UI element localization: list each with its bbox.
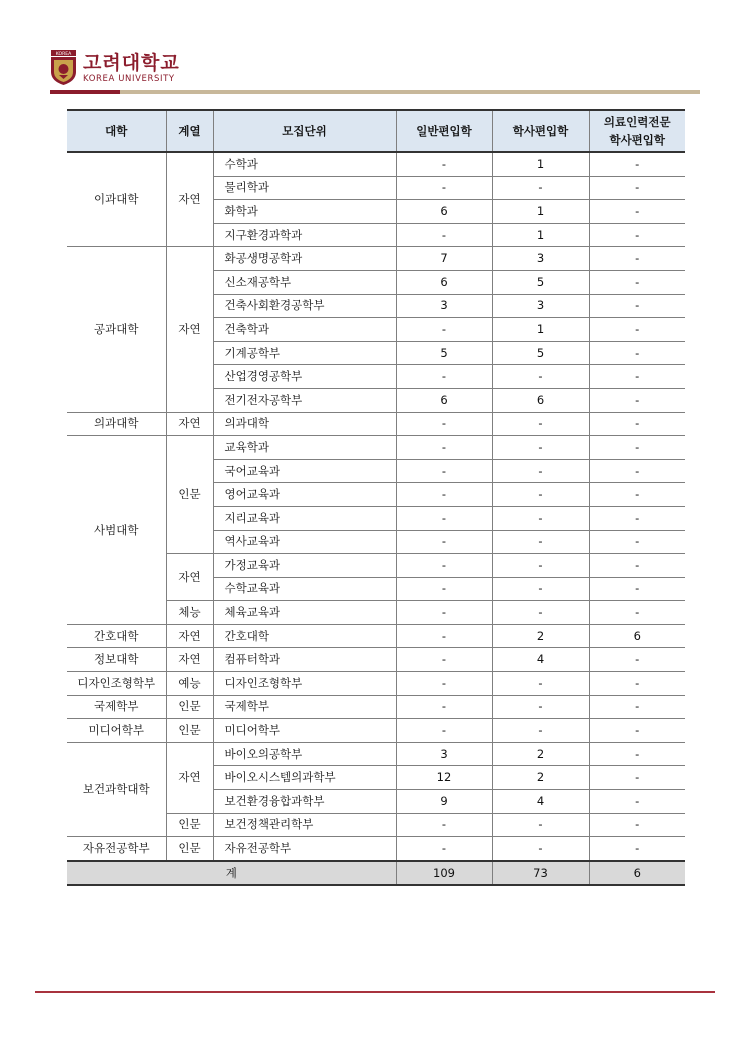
college-cell: 정보대학: [67, 648, 166, 672]
general-cell: -: [396, 837, 492, 861]
medical-cell: -: [589, 672, 685, 696]
medical-cell: -: [589, 601, 685, 625]
bachelor-cell: -: [492, 554, 589, 578]
table-row: [67, 672, 685, 696]
general-cell: -: [396, 152, 492, 176]
general-cell: 6: [396, 270, 492, 294]
bachelor-cell: 4: [492, 790, 589, 814]
bachelor-cell: -: [492, 601, 589, 625]
track-cell: 자연: [166, 648, 213, 672]
general-cell: 6: [396, 388, 492, 412]
medical-cell: -: [589, 200, 685, 224]
medical-cell: -: [589, 837, 685, 861]
track-cell: 인문: [166, 719, 213, 743]
general-cell: -: [396, 813, 492, 837]
general-cell: -: [396, 719, 492, 743]
medical-cell: 6: [589, 624, 685, 648]
medical-cell: -: [589, 318, 685, 342]
total-medical: 6: [589, 861, 685, 886]
bachelor-cell: 2: [492, 742, 589, 766]
unit-cell: 보건환경융합과학부: [213, 790, 396, 814]
track-cell: 인문: [166, 695, 213, 719]
bachelor-cell: -: [492, 459, 589, 483]
bachelor-cell: 2: [492, 624, 589, 648]
general-cell: -: [396, 624, 492, 648]
unit-cell: 디자인조형학부: [213, 672, 396, 696]
medical-cell: -: [589, 223, 685, 247]
table-row: [67, 837, 685, 861]
general-cell: 7: [396, 247, 492, 271]
track-cell: 인문: [166, 436, 213, 554]
general-cell: -: [396, 554, 492, 578]
medical-cell: -: [589, 436, 685, 460]
track-cell: 자연: [166, 247, 213, 412]
header-divider-accent: [50, 90, 120, 94]
unit-cell: 건축학과: [213, 318, 396, 342]
general-cell: -: [396, 365, 492, 389]
track-cell: 자연: [166, 624, 213, 648]
medical-cell: -: [589, 813, 685, 837]
admission-quota-table: [67, 109, 685, 886]
bachelor-cell: 1: [492, 223, 589, 247]
unit-cell: 보건정책관리학부: [213, 813, 396, 837]
medical-cell: -: [589, 790, 685, 814]
medical-cell: -: [589, 247, 685, 271]
table-row: [67, 648, 685, 672]
bachelor-cell: 3: [492, 247, 589, 271]
header-divider: [50, 90, 700, 94]
logo-english-name: KOREA UNIVERSITY: [83, 73, 175, 84]
college-cell: 사범대학: [67, 436, 166, 625]
bachelor-cell: 3: [492, 294, 589, 318]
track-cell: 자연: [166, 412, 213, 436]
general-cell: -: [396, 672, 492, 696]
unit-cell: 국어교육과: [213, 459, 396, 483]
medical-cell: -: [589, 412, 685, 436]
table-row: [67, 624, 685, 648]
medical-cell: -: [589, 742, 685, 766]
bachelor-cell: 1: [492, 152, 589, 176]
general-cell: -: [396, 223, 492, 247]
general-cell: 3: [396, 294, 492, 318]
bachelor-cell: -: [492, 719, 589, 743]
col-header-unit: 모집단위: [213, 110, 396, 152]
table-row: [67, 436, 685, 460]
unit-cell: 건축사회환경공학부: [213, 294, 396, 318]
medical-cell: -: [589, 766, 685, 790]
unit-cell: 바이오시스템의과학부: [213, 766, 396, 790]
unit-cell: 신소재공학부: [213, 270, 396, 294]
bachelor-cell: -: [492, 672, 589, 696]
bachelor-cell: -: [492, 365, 589, 389]
table-header-row: [67, 110, 685, 152]
table-row: [67, 742, 685, 766]
unit-cell: 미디어학부: [213, 719, 396, 743]
general-cell: 3: [396, 742, 492, 766]
medical-cell: -: [589, 530, 685, 554]
unit-cell: 국제학부: [213, 695, 396, 719]
medical-cell: -: [589, 506, 685, 530]
col-header-college: 대학: [67, 110, 166, 152]
general-cell: -: [396, 318, 492, 342]
bachelor-cell: -: [492, 412, 589, 436]
medical-cell: -: [589, 270, 685, 294]
unit-cell: 산업경영공학부: [213, 365, 396, 389]
total-bachelor: 73: [492, 861, 589, 886]
medical-cell: -: [589, 648, 685, 672]
unit-cell: 화학과: [213, 200, 396, 224]
svg-text:KOREA: KOREA: [55, 52, 72, 57]
unit-cell: 자유전공학부: [213, 837, 396, 861]
col-header-track: 계열: [166, 110, 213, 152]
unit-cell: 바이오의공학부: [213, 742, 396, 766]
general-cell: 9: [396, 790, 492, 814]
medical-cell: -: [589, 365, 685, 389]
unit-cell: 간호대학: [213, 624, 396, 648]
track-cell: 예능: [166, 672, 213, 696]
total-general: 109: [396, 861, 492, 886]
medical-cell: -: [589, 577, 685, 601]
bachelor-cell: -: [492, 695, 589, 719]
unit-cell: 의과대학: [213, 412, 396, 436]
general-cell: -: [396, 577, 492, 601]
unit-cell: 지구환경과학과: [213, 223, 396, 247]
unit-cell: 지리교육과: [213, 506, 396, 530]
college-cell: 간호대학: [67, 624, 166, 648]
track-cell: 자연: [166, 152, 213, 247]
college-cell: 공과대학: [67, 247, 166, 412]
medical-cell: -: [589, 152, 685, 176]
track-cell: 자연: [166, 742, 213, 813]
medical-cell: -: [589, 176, 685, 200]
general-cell: 6: [396, 200, 492, 224]
bachelor-cell: -: [492, 506, 589, 530]
track-cell: 체능: [166, 601, 213, 625]
unit-cell: 수학과: [213, 152, 396, 176]
unit-cell: 물리학과: [213, 176, 396, 200]
bachelor-cell: 1: [492, 318, 589, 342]
general-cell: -: [396, 412, 492, 436]
bachelor-cell: -: [492, 176, 589, 200]
university-logo: [50, 50, 180, 86]
unit-cell: 컴퓨터학과: [213, 648, 396, 672]
col-header-bachelor: 학사편입학: [492, 110, 589, 152]
unit-cell: 체육교육과: [213, 601, 396, 625]
table-row: [67, 695, 685, 719]
medical-cell: -: [589, 388, 685, 412]
general-cell: 5: [396, 341, 492, 365]
bachelor-cell: 2: [492, 766, 589, 790]
medical-cell: -: [589, 341, 685, 365]
unit-cell: 기계공학부: [213, 341, 396, 365]
table-row: [67, 152, 685, 176]
table-row: [67, 412, 685, 436]
general-cell: -: [396, 459, 492, 483]
general-cell: -: [396, 695, 492, 719]
crest-icon: [50, 50, 77, 86]
college-cell: 국제학부: [67, 695, 166, 719]
college-cell: 의과대학: [67, 412, 166, 436]
track-cell: 자연: [166, 554, 213, 601]
col-header-general: 일반편입학: [396, 110, 492, 152]
track-cell: 인문: [166, 813, 213, 837]
total-label: 계: [67, 861, 396, 886]
college-cell: 이과대학: [67, 152, 166, 247]
bachelor-cell: 5: [492, 270, 589, 294]
bachelor-cell: -: [492, 530, 589, 554]
general-cell: -: [396, 601, 492, 625]
unit-cell: 수학교육과: [213, 577, 396, 601]
bachelor-cell: 5: [492, 341, 589, 365]
medical-cell: -: [589, 483, 685, 507]
medical-cell: -: [589, 719, 685, 743]
col-header-medical: 의료인력전문 학사편입학: [589, 110, 685, 152]
bachelor-cell: -: [492, 577, 589, 601]
medical-cell: -: [589, 695, 685, 719]
college-cell: 미디어학부: [67, 719, 166, 743]
college-cell: 자유전공학부: [67, 837, 166, 861]
unit-cell: 교육학과: [213, 436, 396, 460]
general-cell: -: [396, 530, 492, 554]
medical-cell: -: [589, 294, 685, 318]
college-cell: 보건과학대학: [67, 742, 166, 836]
table-row: [67, 247, 685, 271]
general-cell: -: [396, 648, 492, 672]
general-cell: -: [396, 176, 492, 200]
table-row: [67, 719, 685, 743]
bachelor-cell: -: [492, 837, 589, 861]
general-cell: -: [396, 506, 492, 530]
bachelor-cell: -: [492, 813, 589, 837]
track-cell: 인문: [166, 837, 213, 861]
bachelor-cell: -: [492, 483, 589, 507]
general-cell: 12: [396, 766, 492, 790]
unit-cell: 영어교육과: [213, 483, 396, 507]
unit-cell: 가정교육과: [213, 554, 396, 578]
bachelor-cell: 1: [492, 200, 589, 224]
college-cell: 디자인조형학부: [67, 672, 166, 696]
general-cell: -: [396, 436, 492, 460]
unit-cell: 역사교육과: [213, 530, 396, 554]
total-row: [67, 861, 685, 886]
general-cell: -: [396, 483, 492, 507]
bachelor-cell: 6: [492, 388, 589, 412]
logo-korean-name: 고려대학교: [83, 51, 180, 74]
bachelor-cell: -: [492, 436, 589, 460]
footer-divider: [35, 991, 715, 993]
unit-cell: 화공생명공학과: [213, 247, 396, 271]
medical-cell: -: [589, 554, 685, 578]
bachelor-cell: 4: [492, 648, 589, 672]
unit-cell: 전기전자공학부: [213, 388, 396, 412]
medical-cell: -: [589, 459, 685, 483]
